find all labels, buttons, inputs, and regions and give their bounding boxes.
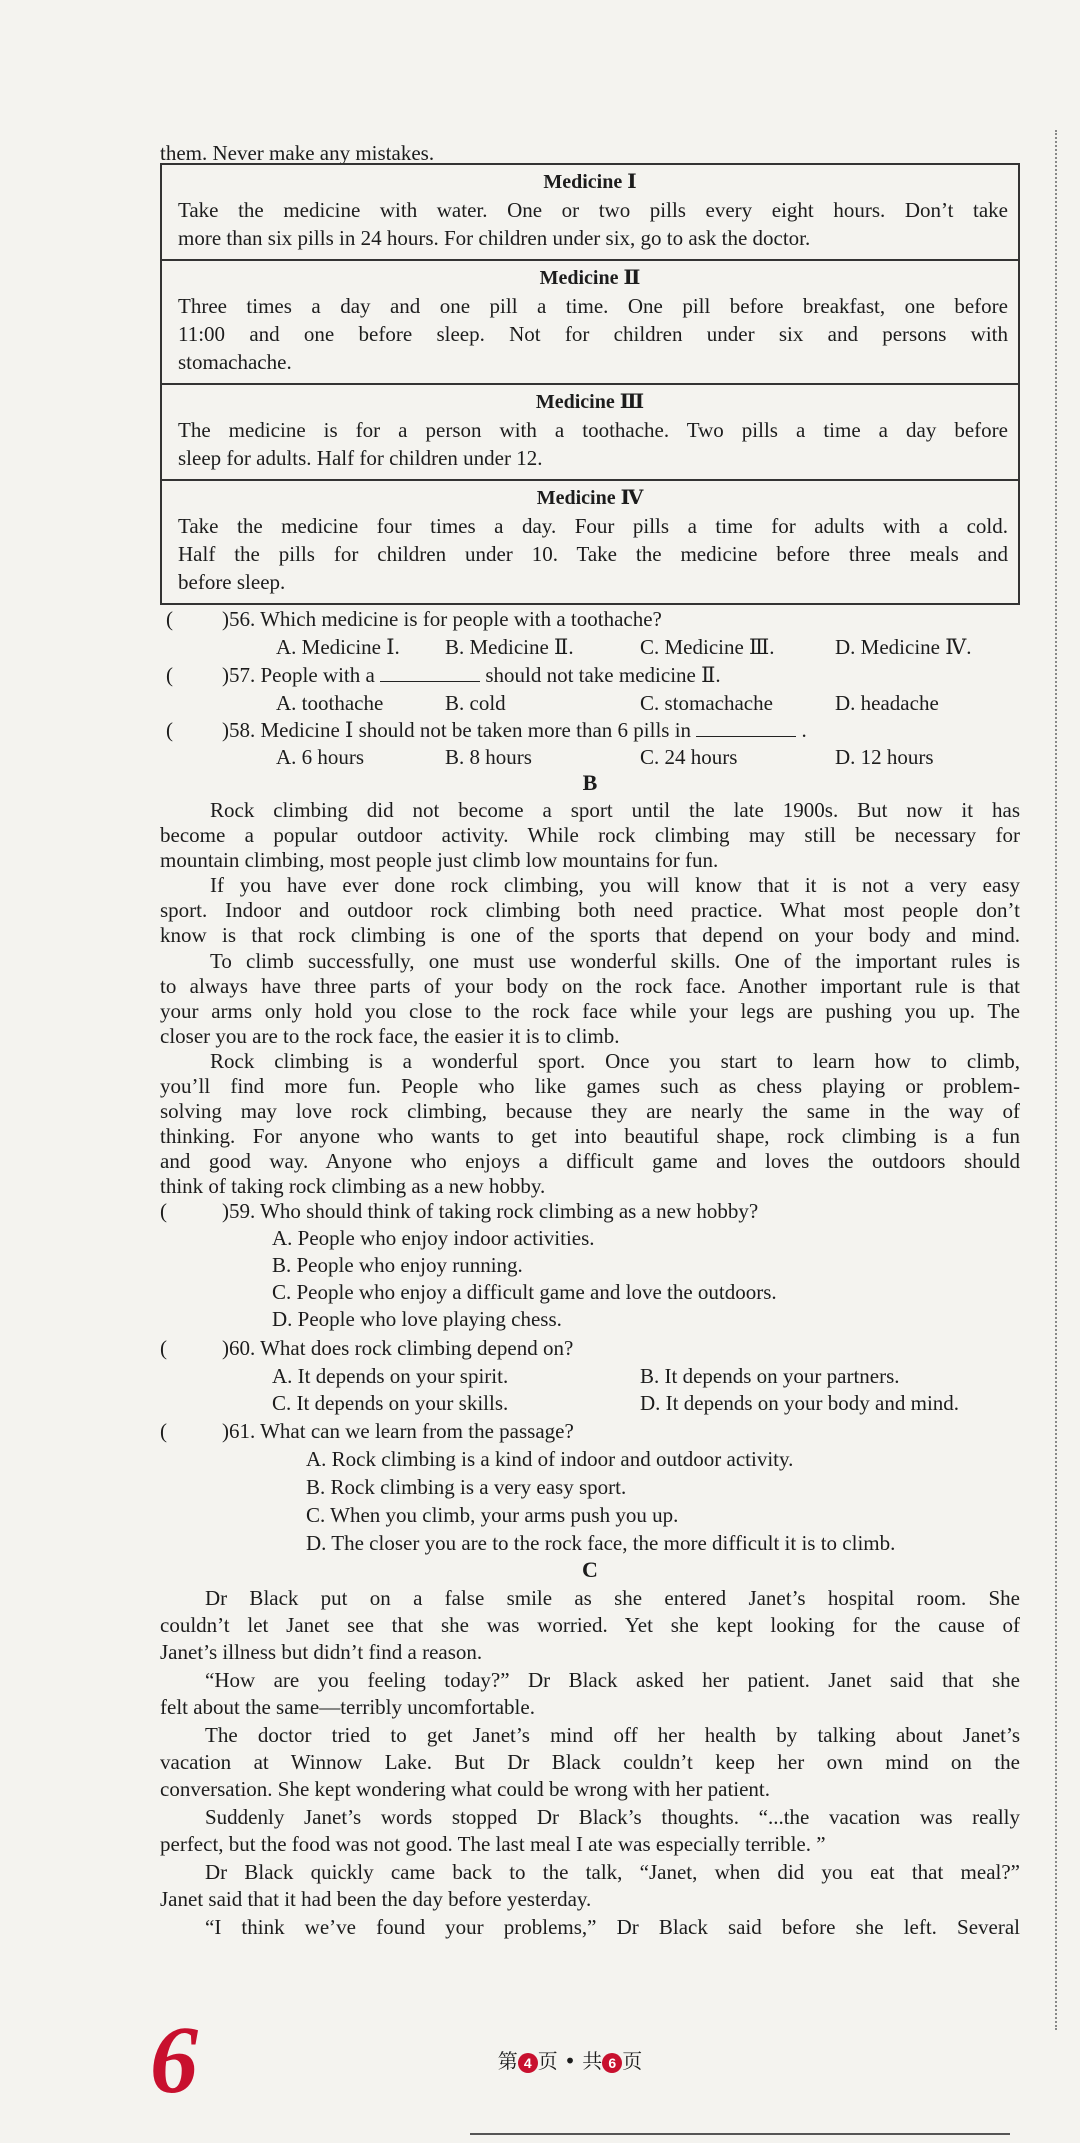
q56-option-b[interactable]: B. Medicine Ⅱ. (445, 635, 574, 659)
question-57-text-b: should not take medicine Ⅱ. (485, 663, 721, 687)
b-p3-line-4: closer you are to the rock face, the easier it is to climb. (160, 1024, 620, 1048)
medicine-1-line-2: more than six pills in 24 hours. For children under six, go to ask the doctor. (178, 226, 811, 250)
question-58 (222, 717, 807, 743)
b-p2-line-1: If you have ever done rock climbing, you will know that it is not a very easy (210, 873, 1020, 897)
q58-option-d[interactable]: D. 12 hours (835, 745, 934, 769)
total-pages-badge: 6 (602, 2053, 622, 2073)
page-indicator (460, 2048, 680, 2074)
q57-option-b[interactable]: B. cold (445, 691, 506, 715)
question-60: )60. What does rock climbing depend on? (222, 1336, 574, 1360)
q56-option-c[interactable]: C. Medicine Ⅲ. (640, 635, 775, 659)
q56-option-a[interactable]: A. Medicine Ⅰ. (276, 635, 400, 659)
question-58-text-b: . (801, 718, 807, 742)
c-p3-line-2: vacation at Winnow Lake. But Dr Black couldn’t keep her own mind on the (160, 1750, 1020, 1774)
q61-option-a[interactable]: A. Rock climbing is a kind of indoor and outdoor activity. (306, 1447, 794, 1471)
medicine-2-line-3: stomachache. (178, 350, 292, 374)
q58-option-c[interactable]: C. 24 hours (640, 745, 738, 769)
c-p5-line-1: Dr Black quickly came back to the talk, “Janet, when did you eat that meal?” (205, 1860, 1020, 1884)
b-p1-line-3: mountain climbing, most people just climb low mountains for fun. (160, 848, 719, 872)
medicine-1-cell (162, 165, 1018, 261)
c-p1-line-3: Janet’s illness but didn’t find a reason. (160, 1640, 483, 1664)
medicine-1-line-1: Take the medicine with water. One or two pills every eight hours. Don’t take (178, 198, 1008, 222)
section-b-heading: B (582, 770, 598, 795)
medicine-3-title: Medicine Ⅲ (535, 391, 645, 413)
c-p3-line-3: conversation. She kept wondering what could be wrong with her patient. (160, 1777, 771, 1801)
medicine-4-cell (162, 481, 1018, 603)
c-p4-line-2: perfect, but the food was not good. The last meal I ate was especially terrible. ” (160, 1832, 826, 1856)
c-p4-line-1: Suddenly Janet’s words stopped Dr Black’s thoughts. “...the vacation was really (205, 1805, 1020, 1829)
question-61: )61. What can we learn from the passage? (222, 1419, 574, 1443)
b-p2-line-3: know is that rock climbing is one of the sports that depend on your body and mind. (160, 923, 1020, 947)
medicine-4-line-1: Take the medicine four times a day. Four pills a time for adults with a cold. (178, 514, 1008, 538)
medicine-table (160, 163, 1020, 605)
q59-option-a[interactable]: A. People who enjoy indoor activities. (272, 1226, 595, 1250)
q59-option-c[interactable]: C. People who enjoy a difficult game and love the outdoors. (272, 1280, 777, 1304)
bottom-rule (470, 2133, 1010, 2135)
b-p2-line-2: sport. Indoor and outdoor rock climbing both need practice. What most people don’t (160, 898, 1020, 922)
binding-margin-rule (1055, 130, 1057, 2030)
medicine-4-line-2: Half the pills for children under 10. Take the medicine before three meals and (178, 542, 1008, 566)
b-p4-line-1: Rock climbing is a wonderful sport. Once you start to learn how to climb, (210, 1049, 1020, 1073)
answer-paren-57[interactable]: ( (166, 663, 173, 687)
answer-paren-56[interactable]: ( (166, 607, 173, 631)
question-59: )59. Who should think of taking rock climbing as a new hobby? (222, 1199, 759, 1223)
medicine-3-line-2: sleep for adults. Half for children under 12. (178, 446, 543, 470)
question-57-text-a: )57. People with a (222, 663, 375, 687)
medicine-2-line-2: 11:00 and one before sleep. Not for children under six and persons with (178, 322, 1008, 346)
big-page-number: 6 (150, 2006, 198, 2113)
question-57-blank[interactable] (380, 663, 480, 682)
answer-paren-59[interactable]: ( (160, 1199, 167, 1223)
q60-option-d[interactable]: D. It depends on your body and mind. (640, 1391, 960, 1415)
q61-option-b[interactable]: B. Rock climbing is a very easy sport. (306, 1475, 627, 1499)
page-indicator-post: 页 (622, 2049, 643, 2073)
answer-paren-58[interactable]: ( (166, 718, 173, 742)
question-57 (222, 662, 721, 688)
b-p4-line-4: thinking. For anyone who wants to get into beautiful shape, rock climbing is a fun (160, 1124, 1020, 1148)
c-p5-line-2: Janet said that it had been the day before yesterday. (160, 1887, 592, 1911)
question-56: )56. Which medicine is for people with a toothache? (222, 607, 662, 631)
medicine-2-line-1: Three times a day and one pill a time. One pill before breakfast, one before (178, 294, 1008, 318)
q58-option-b[interactable]: B. 8 hours (445, 745, 532, 769)
page-indicator-mid: 页 • 共 (537, 2049, 603, 2073)
medicine-3-line-1: The medicine is for a person with a toothache. Two pills a time a day before (178, 418, 1008, 442)
q57-option-d[interactable]: D. headache (835, 691, 939, 715)
answer-paren-61[interactable]: ( (160, 1419, 167, 1443)
question-58-text-a: )58. Medicine Ⅰ should not be taken more than 6 pills in (222, 718, 692, 742)
c-p2-line-1: “How are you feeling today?” Dr Black asked her patient. Janet said that she (205, 1668, 1020, 1692)
page-indicator-pre: 第 (497, 2049, 518, 2073)
q61-option-d[interactable]: D. The closer you are to the rock face, the more difficult it is to climb. (306, 1531, 896, 1555)
q60-option-b[interactable]: B. It depends on your partners. (640, 1364, 900, 1388)
medicine-3-cell (162, 385, 1018, 481)
q58-option-a[interactable]: A. 6 hours (276, 745, 365, 769)
q56-option-d[interactable]: D. Medicine Ⅳ. (835, 635, 972, 659)
q60-option-c[interactable]: C. It depends on your skills. (272, 1391, 509, 1415)
b-p4-line-5: and good way. Anyone who enjoys a difficult game and loves the outdoors should (160, 1149, 1020, 1173)
q61-option-c[interactable]: C. When you climb, your arms push you up. (306, 1503, 679, 1527)
b-p1-line-1: Rock climbing did not become a sport until the late 1900s. But now it has (210, 798, 1020, 822)
b-p3-line-3: your arms only hold you close to the rock face while your legs are pushing you up. The (160, 999, 1020, 1023)
c-p1-line-2: couldn’t let Janet see that she was worried. Yet she kept looking for the cause of (160, 1613, 1020, 1637)
q59-option-d[interactable]: D. People who love playing chess. (272, 1307, 562, 1331)
section-c-heading: C (582, 1557, 598, 1582)
b-p1-line-2: become a popular outdoor activity. While rock climbing may still be necessary for (160, 823, 1020, 847)
q57-option-c[interactable]: C. stomachache (640, 691, 773, 715)
medicine-2-title: Medicine Ⅱ (539, 267, 641, 289)
b-p3-line-1: To climb successfully, one must use wonderful skills. One of the important rules is (210, 949, 1020, 973)
medicine-4-title: Medicine Ⅳ (536, 487, 644, 509)
c-p3-line-1: The doctor tried to get Janet’s mind off her health by talking about Janet’s (205, 1723, 1020, 1747)
medicine-4-line-3: before sleep. (178, 570, 286, 594)
b-p4-line-6: think of taking rock climbing as a new hobby. (160, 1174, 546, 1198)
q57-option-a[interactable]: A. toothache (276, 691, 384, 715)
answer-paren-60[interactable]: ( (160, 1336, 167, 1360)
medicine-2-cell (162, 261, 1018, 385)
b-p4-line-2: you’ll find more fun. People who like games such as chess playing or problem- (160, 1074, 1020, 1098)
q59-option-b[interactable]: B. People who enjoy running. (272, 1253, 523, 1277)
intro-tail: them. Never make any mistakes. (160, 141, 435, 165)
c-p1-line-1: Dr Black put on a false smile as she entered Janet’s hospital room. She (205, 1586, 1020, 1610)
c-p2-line-2: felt about the same—terribly uncomfortable. (160, 1695, 535, 1719)
b-p3-line-2: to always have three parts of your body on the rock face. Another important rule is that (160, 974, 1020, 998)
medicine-1-title: Medicine Ⅰ (543, 171, 637, 193)
current-page-badge: 4 (518, 2053, 538, 2073)
c-p6-line-1: “I think we’ve found your problems,” Dr Black said before she left. Several (205, 1915, 1020, 1939)
question-58-blank[interactable] (696, 718, 796, 737)
q60-option-a[interactable]: A. It depends on your spirit. (272, 1364, 509, 1388)
b-p4-line-3: solving may love rock climbing, because they are nearly the same in the way of (160, 1099, 1020, 1123)
